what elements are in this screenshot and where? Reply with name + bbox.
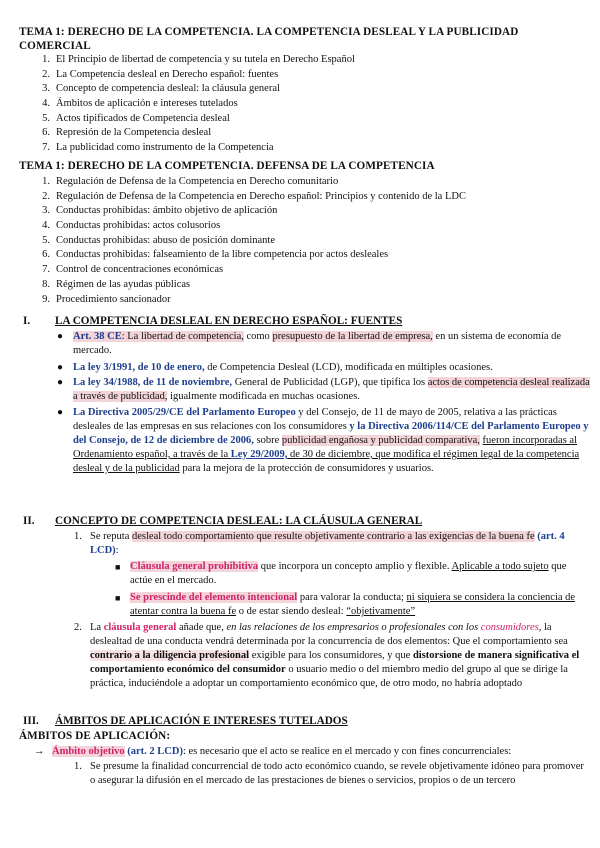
sub-bullet-clausula [115, 560, 590, 588]
numbered-paragraph-3 [74, 760, 590, 788]
text-segment: en las relaciones de los empresarios o profesionales con los [226, 622, 481, 633]
list-item-text: Ámbitos de aplicación e intereses tutelados [56, 98, 238, 110]
key-term: Ámbito objetivo [52, 746, 125, 757]
source-ref: (art. 2 LCD) [124, 746, 183, 757]
text-segment: para valorar la conducta; [297, 592, 407, 603]
text-segment: : es necesario que el acto se realice en el mercado y con fines concurrenciales: [182, 746, 512, 757]
list-number: 1. [42, 176, 50, 187]
section-roman: II. [23, 515, 35, 527]
section-roman: I. [23, 315, 31, 327]
list-number: 6. [42, 249, 50, 261]
key-term: Cláusula general prohibitiva [130, 561, 259, 572]
sub-heading: ÁMBITOS DE APLICACIÓN: [19, 730, 171, 742]
list-item-text: Represión de la Competencia desleal [56, 127, 212, 139]
text-segment: ni siquiera se considera la conciencia de atentar contra la buena fe [130, 592, 576, 617]
numbered-paragraph-1 [74, 530, 590, 558]
source-ref: y la Directiva 2006/114/CE del Parlamento Europeo y del Consejo, de 12 de diciembre de 2006, [73, 421, 589, 446]
text-segment: General de Publicidad (LGP), que tipifica los [232, 377, 428, 388]
text-segment: añade que, [176, 622, 227, 633]
bullet-dot-icon: ● [57, 377, 64, 388]
topic-list-2-item [0, 278, 600, 293]
text-segment: desleal todo comportamiento que resulte objetivamente contrario a las exigencias de la buena fe [132, 531, 535, 542]
list-item-text: Regulación de Defensa de la Competencia en Derecho español: Principios y contenido de la LDC [56, 190, 466, 202]
section-title-text: ÁMBITOS DE APLICACIÓN E INTERESES TUTELADOS [55, 715, 348, 727]
key-term: contrario a la diligencia profesional [90, 650, 250, 661]
topic-list-2-item [0, 190, 600, 205]
list-item-text: Control de concentraciones económicas [56, 264, 224, 276]
paragraph-number: 2. [74, 622, 82, 633]
second-heading: TEMA 1: DERECHO DE LA COMPETENCIA. DEFENSA DE LA COMPETENCIA [19, 160, 435, 172]
list-number: 5. [42, 234, 50, 246]
list-number: 3. [42, 205, 50, 217]
list-number: 1. [42, 54, 50, 65]
text-segment: : [115, 545, 119, 556]
topic-list-2-item [0, 204, 600, 219]
list-number: 7. [42, 142, 50, 154]
text-segment: presupuesto de la libertad de empresa, [272, 331, 433, 342]
list-item-text: El Principio de libertad de competencia y su tutela en Derecho Español [56, 54, 355, 65]
text-segment: de 30 de diciembre, que modifica el régimen legal de la competencia desleal y de la publicidad [73, 449, 580, 474]
source-ref: La Directiva 2005/29/CE del Parlamento Europeo [73, 407, 296, 418]
section-roman: III. [23, 715, 39, 727]
topic-list-2-item [0, 219, 600, 234]
text-segment: , la deslealtad de una conducta vendrá determinada por la concurrencia de dos elementos: Que el comportamiento sea [90, 622, 568, 647]
text-segment: de Competencia Desleal (LCD), modificada en múltiples ocasiones. [204, 362, 493, 373]
source-ref: La ley 34/1988, de 11 de noviembre, [73, 377, 233, 388]
topic-list-1-item [0, 126, 600, 141]
text-segment: o usuario medio o del miembro medio del grupo al que se dirige la práctica, induciéndole a adoptar un comportamiento económico que, de otro modo, no habría adoptado [90, 664, 568, 689]
bullet-dot-icon: ● [57, 331, 64, 342]
topic-list-1-item [0, 141, 600, 156]
text-segment: y del Consejo, de 11 de mayo de 2005, relativa a las prácticas desleales de las empresas en sus relaciones con los consumidores [73, 407, 557, 432]
section-title-3 [23, 714, 348, 728]
list-item-text: Conductas prohibidas: falseamiento de la libre competencia por actos desleales [56, 249, 389, 261]
list-number: 6. [42, 127, 50, 139]
topic-list-2-item [0, 248, 600, 263]
source-ref: La ley 3/1991, de 10 de enero, [73, 362, 205, 373]
bullet-directivas [57, 406, 591, 476]
list-number: 4. [42, 220, 50, 232]
key-term: Se prescinde del elemento intencional [130, 592, 298, 603]
list-item-text: Conductas prohibidas: ámbito objetivo de aplicación [56, 205, 278, 217]
topic-list-1-item [0, 112, 600, 127]
list-number: 9. [42, 293, 50, 305]
text-segment: igualmente modificada en muchas ocasiones. [167, 391, 360, 402]
text-segment: o de estar siendo desleal: [236, 606, 347, 617]
topic-list-2-item [0, 263, 600, 278]
list-number: 8. [42, 278, 50, 290]
list-number: 2. [42, 68, 50, 80]
key-term: distorsione de manera significativa el comportamiento económico del consumidor [90, 650, 580, 675]
numbered-paragraph-2 [74, 621, 590, 691]
square-bullet-icon: ■ [115, 593, 121, 603]
source-ref: (art. 4 LCD) [90, 531, 565, 556]
list-item-text: Regulación de Defensa de la Competencia en Derecho comunitario [56, 176, 339, 187]
text-segment: fueron incorporadas al Ordenamiento español, a través de la [73, 435, 577, 460]
text-segment: Se reputa [90, 531, 132, 542]
text-segment: La [90, 622, 104, 633]
list-item-text: Concepto de competencia desleal: la cláusula general [56, 83, 280, 95]
text-segment: “objetivamente” [346, 606, 416, 617]
text-segment: publicidad engañosa y publicidad comparativa, [281, 435, 480, 446]
sub-bullet-intencional [115, 591, 590, 619]
topic-list-1 [0, 53, 600, 156]
text-segment: : La libertad de competencia, [121, 331, 244, 342]
text-segment: como [243, 331, 273, 342]
bullet-dot-icon: ● [57, 362, 64, 373]
topic-list-2 [0, 175, 600, 307]
arrow-right-icon: → [34, 746, 45, 757]
bullet-dot-icon: ● [57, 407, 64, 418]
arrow-ambito-objetivo [34, 745, 594, 759]
text-segment: actos de competencia desleal realizada a través de publicidad, [73, 377, 590, 402]
topic-list-1-item [0, 97, 600, 112]
text-segment: que actúe en el mercado. [130, 561, 567, 586]
topic-list-1-item [0, 68, 600, 83]
topic-list-2-item [0, 293, 600, 308]
text-segment: en un sistema de economía de mercado. [73, 331, 562, 356]
main-heading: TEMA 1: DERECHO DE LA COMPETENCIA. LA COMPETENCIA DESLEAL Y LA PUBLICIDAD COMERCIAL [19, 26, 519, 52]
topic-list-1-item [0, 82, 600, 97]
text-segment: Se presume la finalidad concurrencial de todo acto económico cuando, se revele objetivamente idóneo para promover o asegurar la difusión en el mercado de las prestaciones de bienes o servicios, propios o de un tercero [90, 761, 584, 786]
key-term: consumidores [480, 622, 539, 633]
square-bullet-icon: ■ [115, 562, 121, 572]
list-item-text: Conductas prohibidas: abuso de posición dominante [56, 234, 276, 246]
bullet-art38 [57, 330, 591, 358]
topic-list-2-item [0, 175, 600, 190]
key-term: cláusula general [103, 622, 177, 633]
list-item-text: Conductas prohibidas: actos colusorios [56, 220, 221, 232]
text-segment: que incorpora un concepto amplio y flexible. [258, 561, 452, 572]
list-item-text: Actos tipificados de Competencia desleal [56, 112, 230, 124]
bullet-ley-34-1988 [57, 376, 591, 404]
source-ref: Art. 38 CE [73, 331, 122, 342]
section-title-text: LA COMPETENCIA DESLEAL EN DERECHO ESPAÑOL: FUENTES [55, 315, 403, 327]
list-number: 7. [42, 264, 50, 276]
paragraph-number: 1. [74, 761, 82, 772]
list-number: 5. [42, 112, 50, 124]
list-number: 4. [42, 98, 50, 110]
topic-list-2-item [0, 234, 600, 249]
text-segment: sobre [253, 435, 282, 446]
list-number: 3. [42, 83, 50, 95]
source-ref: Ley 29/2009, [230, 449, 288, 460]
text-segment: para la mejora de la protección de consumidores y usuarios. [179, 463, 434, 474]
list-item-text: Procedimiento sancionador [56, 293, 171, 305]
text-segment: Aplicable a todo sujeto [451, 561, 549, 572]
list-item-text: La publicidad como instrumento de la Competencia [56, 142, 274, 154]
section-title-1 [23, 314, 402, 328]
section-title-2 [23, 514, 422, 528]
topic-list-1-item [0, 53, 600, 68]
paragraph-number: 1. [74, 531, 82, 542]
text-segment: exigible para los consumidores, y que [249, 650, 413, 661]
list-number: 2. [42, 190, 50, 202]
list-item-text: La Competencia desleal en Derecho español: fuentes [56, 68, 279, 80]
bullet-ley-3-1991 [57, 361, 591, 375]
section-title-text: CONCEPTO DE COMPETENCIA DESLEAL: LA CLÁUSULA GENERAL [55, 515, 423, 527]
list-item-text: Régimen de las ayudas públicas [56, 278, 191, 290]
